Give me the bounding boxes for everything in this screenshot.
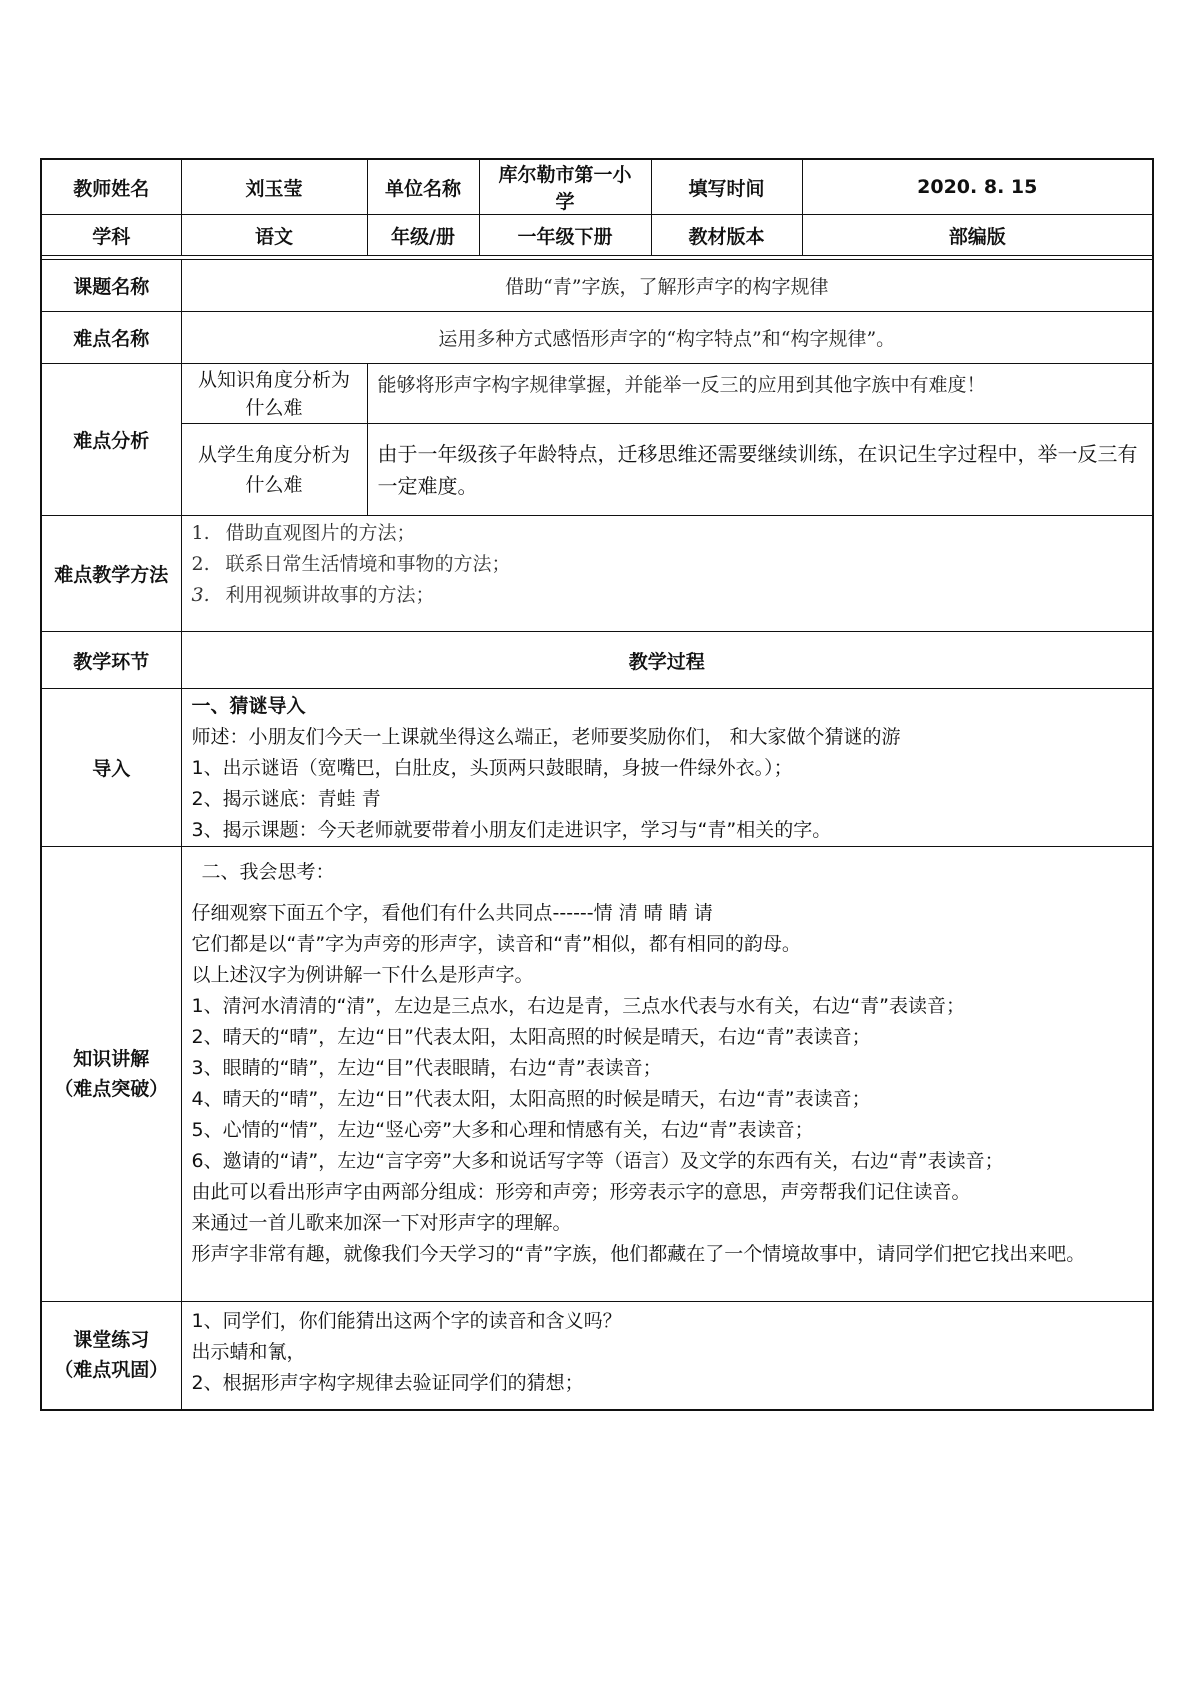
methods-label: 难点教学方法 (41, 516, 181, 632)
practice-line: 2、根据形声字构字规律去验证同学们的猜想； (191, 1372, 584, 1394)
intro-line: 2、揭示谜底：青蛙 青 (191, 788, 381, 810)
knowledge-label-sub: （难点突破） (54, 1078, 169, 1100)
knowledge-content (181, 847, 1153, 1302)
intro-line: 1、出示谜语（宽嘴巴，白肚皮，头顶两只鼓眼睛，身披一件绿外衣。）； (191, 757, 793, 779)
knowledge-line: 5、心情的“情”，左边“竖心旁”大多和心理和情感有关，右边“青”表读音； (191, 1119, 814, 1141)
edition-label: 教材版本 (651, 215, 802, 256)
practice-label-sub: （难点巩固） (54, 1359, 169, 1382)
intro-label: 导入 (41, 689, 181, 847)
intro-heading: 一、猜谜导入 (191, 695, 306, 717)
student-angle-label: 从学生角度分析为什么难 (181, 424, 367, 516)
list-item-text: 利用视频讲故事的方法； (225, 584, 435, 606)
subject-value: 语文 (181, 215, 367, 256)
process-header-row (41, 632, 1153, 689)
knowledge-line: 3、眼睛的“睛”，左边“目”代表眼睛，右边“青”表读音； (191, 1057, 662, 1079)
header-row-1 (41, 159, 1153, 215)
knowledge-line: 2、晴天的“晴”，左边“日”代表太阳，太阳高照的时候是晴天，右边“青”表读音； (191, 1026, 871, 1048)
intro-line: 3、揭示课题：今天老师就要带着小朋友们走进识字，学习与“青”相关的字。 (191, 819, 832, 841)
analysis-row-knowledge (41, 364, 1153, 424)
grade-label: 年级/册 (367, 215, 479, 256)
student-angle-value: 由于一年级孩子年龄特点，迁移思维还需要继续训练，在识记生字过程中，举一反三有一定难度。 (367, 424, 1153, 516)
topic-label: 课题名称 (41, 260, 181, 312)
difficulty-value: 运用多种方式感悟形声字的“构字特点”和“构字规律”。 (181, 312, 1153, 364)
date-value: 2020. 8. 15 (802, 159, 1153, 215)
knowledge-line: 它们都是以“青”字为声旁的形声字，读音和“青”相似，都有相同的韵母。 (191, 933, 801, 955)
edition-value: 部编版 (802, 215, 1153, 256)
teacher-value: 刘玉莹 (181, 159, 367, 215)
difficulty-label: 难点名称 (41, 312, 181, 364)
knowledge-line: 由此可以看出形声字由两部分组成：形旁和声旁；形旁表示字的意思，声旁帮我们记住读音。 (191, 1181, 971, 1203)
practice-content (181, 1302, 1153, 1410)
practice-line: 1、同学们，你们能猜出这两个字的读音和含义吗？ (191, 1310, 622, 1332)
methods-list (181, 516, 1153, 632)
knowledge-label-main: 知识讲解 (73, 1048, 150, 1070)
list-item-number: 2. (191, 553, 210, 575)
knowledge-row (41, 847, 1153, 1302)
topic-value: 借助“青”字族，了解形声字的构字规律 (181, 260, 1153, 312)
topic-row (41, 260, 1153, 312)
analysis-row-student (41, 424, 1153, 516)
knowledge-line: 以上述汉字为例讲解一下什么是形声字。 (191, 964, 534, 986)
knowledge-line: 4、晴天的“晴”，左边“日”代表太阳，太阳高照的时候是晴天，右边“青”表读音； (191, 1088, 871, 1110)
intro-line: 师述：小朋友们今天一上课就坐得这么端正，老师要奖励你们， 和大家做个猜谜的游 (191, 726, 901, 748)
knowledge-angle-label: 从知识角度分析为什么难 (181, 364, 367, 424)
knowledge-line: 形声字非常有趣，就像我们今天学习的“青”字族，他们都藏在了一个情境故事中，请同学们把它找出来吧。 (191, 1243, 1086, 1265)
knowledge-line: 来通过一首儿歌来加深一下对形声字的理解。 (191, 1212, 572, 1234)
grade-value: 一年级下册 (479, 215, 651, 256)
lesson-plan-form (40, 158, 1152, 1411)
unit-value: 库尔勒市第一小学 (479, 159, 651, 215)
teacher-label: 教师姓名 (41, 159, 181, 215)
knowledge-line: 仔细观察下面五个字，看他们有什么共同点------情 清 晴 睛 请 (191, 902, 713, 924)
list-item-number: 1. (191, 522, 210, 544)
list-item-text: 借助直观图片的方法； (225, 522, 416, 544)
date-label: 填写时间 (651, 159, 802, 215)
list-item (192, 518, 1143, 549)
difficulty-row (41, 312, 1153, 364)
list-item (192, 580, 1143, 611)
knowledge-label (41, 847, 181, 1302)
knowledge-line: 6、邀请的“请”，左边“言字旁”大多和说话写字等（语言）及文学的东西有关，右边“青”表读音； (191, 1150, 1004, 1172)
list-item (192, 549, 1143, 580)
knowledge-heading: 二、我会思考： (201, 861, 335, 883)
knowledge-line: 1、清河水清清的“清”，左边是三点水，右边是青，三点水代表与水有关，右边“青”表读音； (191, 995, 965, 1017)
lesson-plan-table (40, 158, 1154, 1411)
header-row-2 (41, 215, 1153, 256)
practice-label-main: 课堂练习 (73, 1329, 150, 1352)
process-header: 教学过程 (181, 632, 1153, 689)
analysis-label: 难点分析 (41, 364, 181, 516)
intro-content (181, 689, 1153, 847)
practice-row (41, 1302, 1153, 1410)
unit-label: 单位名称 (367, 159, 479, 215)
methods-row (41, 516, 1153, 632)
intro-row (41, 689, 1153, 847)
list-item-number: 3. (191, 584, 210, 606)
subject-label: 学科 (41, 215, 181, 256)
list-item-text: 联系日常生活情境和事物的方法； (225, 553, 511, 575)
practice-label (41, 1302, 181, 1410)
knowledge-angle-value: 能够将形声字构字规律掌握，并能举一反三的应用到其他字族中有难度！ (367, 364, 1153, 424)
stage-header: 教学环节 (41, 632, 181, 689)
practice-line: 出示蜻和氰， (191, 1341, 306, 1363)
